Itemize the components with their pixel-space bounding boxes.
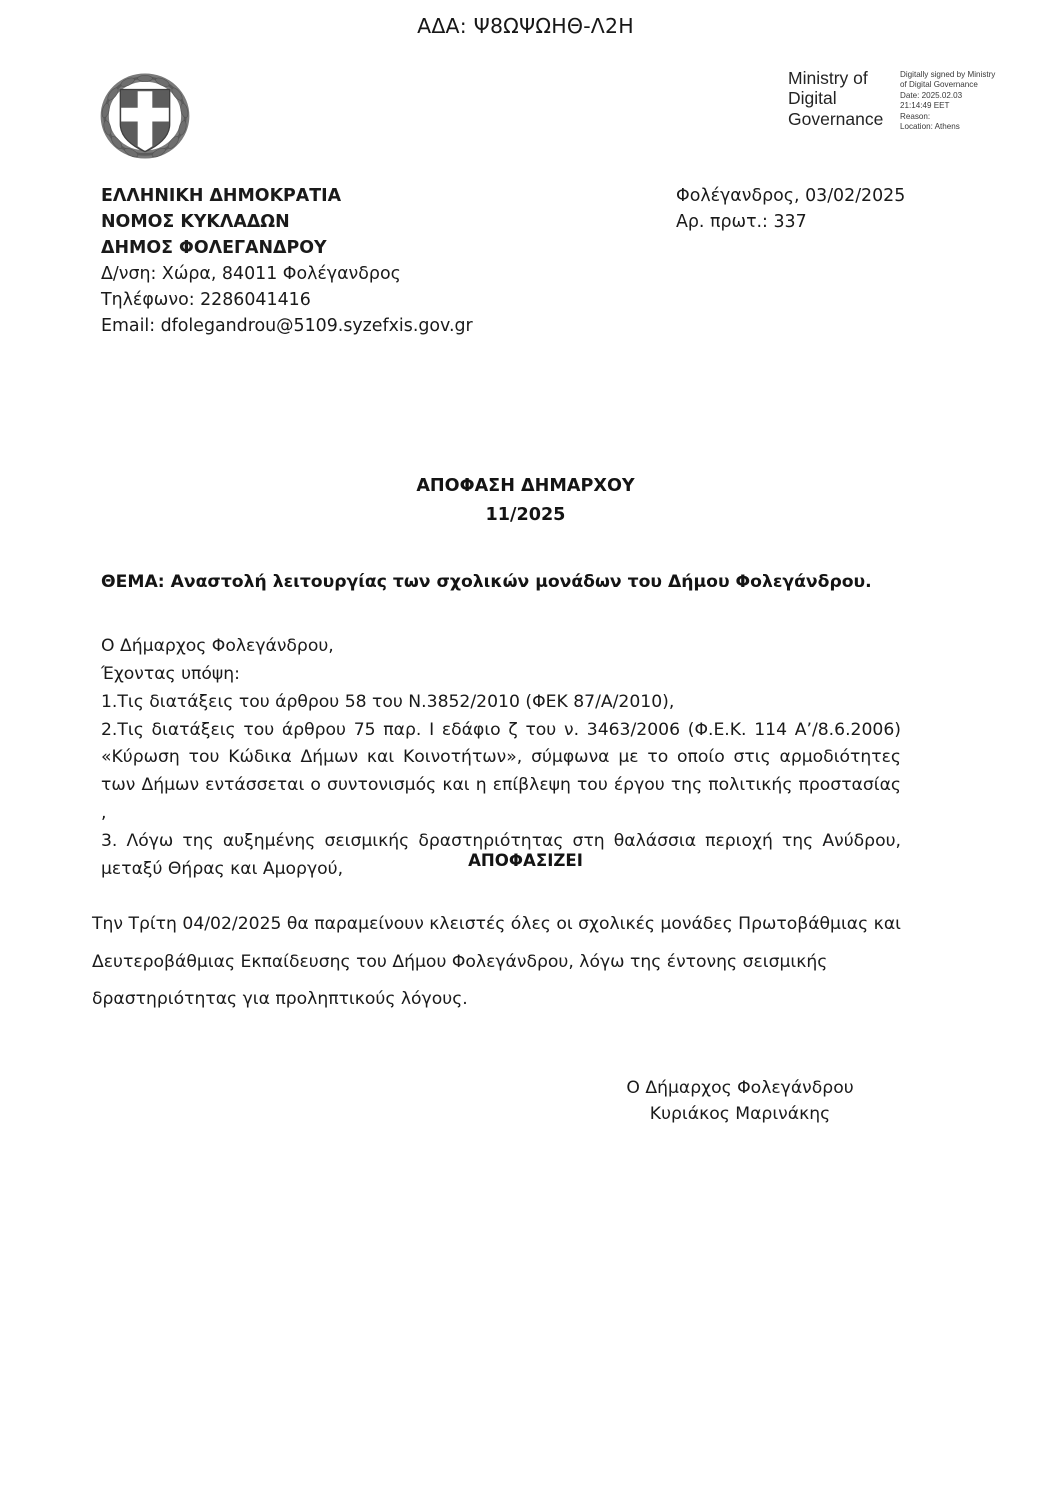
letterhead-phone: Τηλέφωνο: 2286041416 [101,290,311,311]
ministry-line-1: Ministry of [788,68,868,88]
signatory-role: Ο Δήμαρχος Φολεγάνδρου [626,1078,854,1098]
letterhead-municipality: ΔΗΜΟΣ ΦΟΛΕΓΑΝΔΡΟΥ [101,238,327,259]
title-line-2: 11/2025 [485,504,566,525]
decision-body: Την Τρίτη 04/02/2025 θα παραμείνουν κλειστές όλες οι σχολικές μονάδες Πρωτοβάθμιας και Δευτεροβάθμιας Εκπαίδευσης του Δήμου Φολεγάνδρου, λόγω της έντονης σεισμικής δραστηριότητας για προληπτικούς λόγους. [92,914,901,1009]
digital-signature-stamp [788,68,1032,133]
signature-reason: Reason: [900,111,931,121]
document-meta [676,183,905,235]
signature-location: Location: Athens [900,122,960,132]
preamble-having-regard: Έχοντας υπόψη: [101,663,240,684]
preamble-item-1: 1.Τις διατάξεις του άρθρου 58 του Ν.3852/2010 (ΦΕΚ 87/Α/2010), [101,691,675,712]
preamble-item-3: 3. Λόγω της αυξημένης σεισμικής δραστηριότητας στη θαλάσσια περιοχή της Ανύδρου, μεταξύ Θήρας και Αμοργού, [101,831,901,879]
place-and-date: Φολέγανδρος, 03/02/2025 [676,186,906,206]
signed-by-line-1: Digitally signed by Ministry [900,70,996,79]
signature-block [560,1075,920,1127]
ministry-line-2: Digital [788,88,837,109]
letterhead-prefecture: ΝΟΜΟΣ ΚΥΚΛΑΔΩΝ [101,212,290,233]
subject-line: ΘΕΜΑ: Αναστολή λειτουργίας των σχολικών μονάδων του Δήμου Φολεγάνδρου. [101,572,872,592]
signatory-name: Κυριάκος Μαρινάκης [649,1104,831,1125]
letterhead-republic: ΕΛΛΗΝΙΚΗ ΔΗΜΟΚΡΑΤΙΑ [101,186,342,206]
letterhead [101,183,473,339]
letterhead-address: Δ/νση: Χώρα, 84011 Φολέγανδρος [101,264,401,285]
preamble-intro: Ο Δήμαρχος Φολεγάνδρου, [101,636,334,656]
preamble-section [101,633,901,884]
decides-heading: ΑΠΟΦΑΣΙΖΕΙ [468,851,583,870]
title-line-1: ΑΠΟΦΑΣΗ ΔΗΜΑΡΧΟΥ [416,476,635,496]
ada-identifier: ΑΔΑ: Ψ8ΩΨΩΗΘ-Λ2Η [417,14,634,38]
protocol-number: Αρ. πρωτ.: 337 [676,212,807,233]
signature-details [900,68,1032,133]
signature-ministry-name [788,68,894,129]
signature-date-line-2: 21:14:49 EET [900,101,950,111]
ministry-line-3: Governance [788,108,884,129]
document-title [0,472,1051,529]
signed-by-line-2: of Digital Governance [900,80,978,90]
signature-date-line-1: Date: 2025.02.03 [900,90,963,100]
preamble-item-2: 2.Τις διατάξεις του άρθρου 75 παρ. Ι εδάφιο ζ του ν. 3463/2006 (Φ.Ε.Κ. 114 Α’/8.6.2006) «Κύρωση του Κώδικα Δήμων και Κοινοτήτων», σύμφωνα με το οποίο στις αρμοδιότητες των Δήμων εντάσσεται ο συντονισμός και η επίβλεψη του έργου της πολιτικής προστασίας , [101,719,901,824]
letterhead-email: Email: dfolegandrou@5109.syzefxis.gov.gr [101,316,473,337]
hellenic-republic-emblem-icon [99,73,191,159]
